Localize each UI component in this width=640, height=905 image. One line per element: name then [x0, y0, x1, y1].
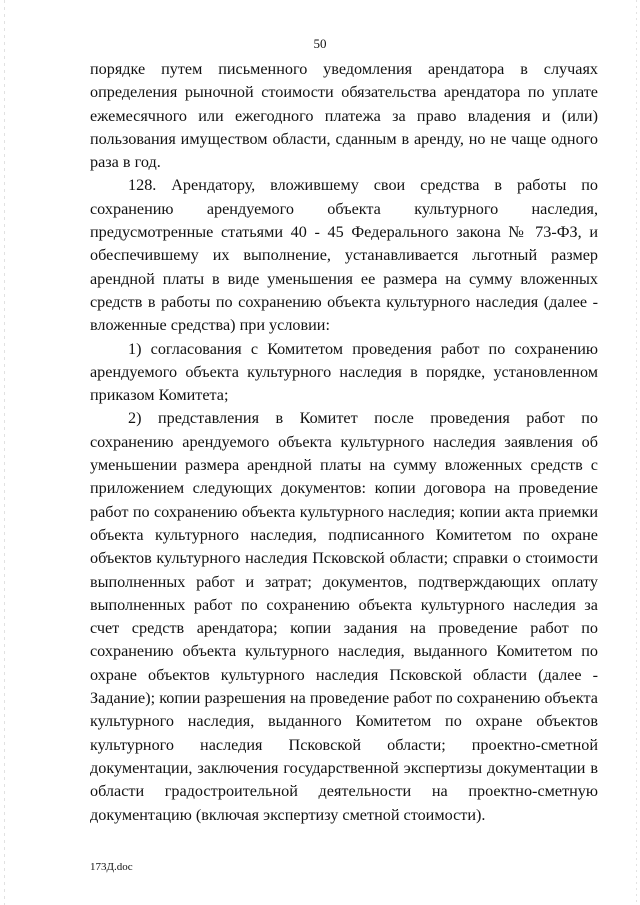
paragraph-condition-2: 2) представления в Комитет после проведения работ по сохранению арендуемого объекта культурного наследия заявления об уменьшении размера арендной платы на сумму вложенных средств с приложением следующих документов: копии договора на проведение работ по сохранению объекта культурного наследия; копии акта приемки объекта культурного наследия, подписанного Комитетом по охране объектов культурного наследия Псковской области; справки о стоимости выполненных работ и затрат; документов, подтверждающих оплату выполненных работ по сохранению объекта культурного наследия за счет средств арендатора; копии задания на проведение работ по сохранению объекта культурного наследия, выданного Комитетом по охране объектов культурного наследия Псковской области (далее - Задание); копии разрешения на проведение работ по сохранению объекта культурного наследия, выданного Комитетом по охране объектов культурного наследия Псковской области; проектно-сметной документации, заключения государственной экспертизы документации в области градостроительной деятельности на проектно-сметную документацию (включая экспертизу сметной стоимости).	[90, 409, 598, 824]
paragraph-continuation: порядке путем письменного уведомления арендатора в случаях определения рыночной стоимости обязательства арендатора по уплате ежемесячного или ежегодного платежа за право владения и (или) пользования имуществом области, сданным в аренду, но не чаще одного раза в год.	[90, 60, 598, 172]
scan-edge-right	[636, 0, 637, 905]
page-number: 50	[313, 36, 327, 51]
document-body	[90, 58, 598, 827]
paragraph-128: 128. Арендатору, вложившему свои средства в работы по сохранению арендуемого объекта культурного наследия, предусмотренные статьями 40 - 45 Федерального закона № 73-ФЗ, и обеспечившему их выполнение, устанавливается льготный размер арендной платы в виде уменьшения ее размера на сумму вложенных средств в работы по сохранению объекта культурного наследия (далее - вложенные средства) при условии:	[90, 176, 598, 335]
footer-filename: 173Д.doc	[90, 861, 133, 873]
paragraph-condition-1: 1) согласования с Комитетом проведения работ по сохранению арендуемого объекта культурного наследия в порядке, установленном приказом Комитета;	[90, 339, 598, 405]
scan-edge-left	[4, 0, 5, 905]
